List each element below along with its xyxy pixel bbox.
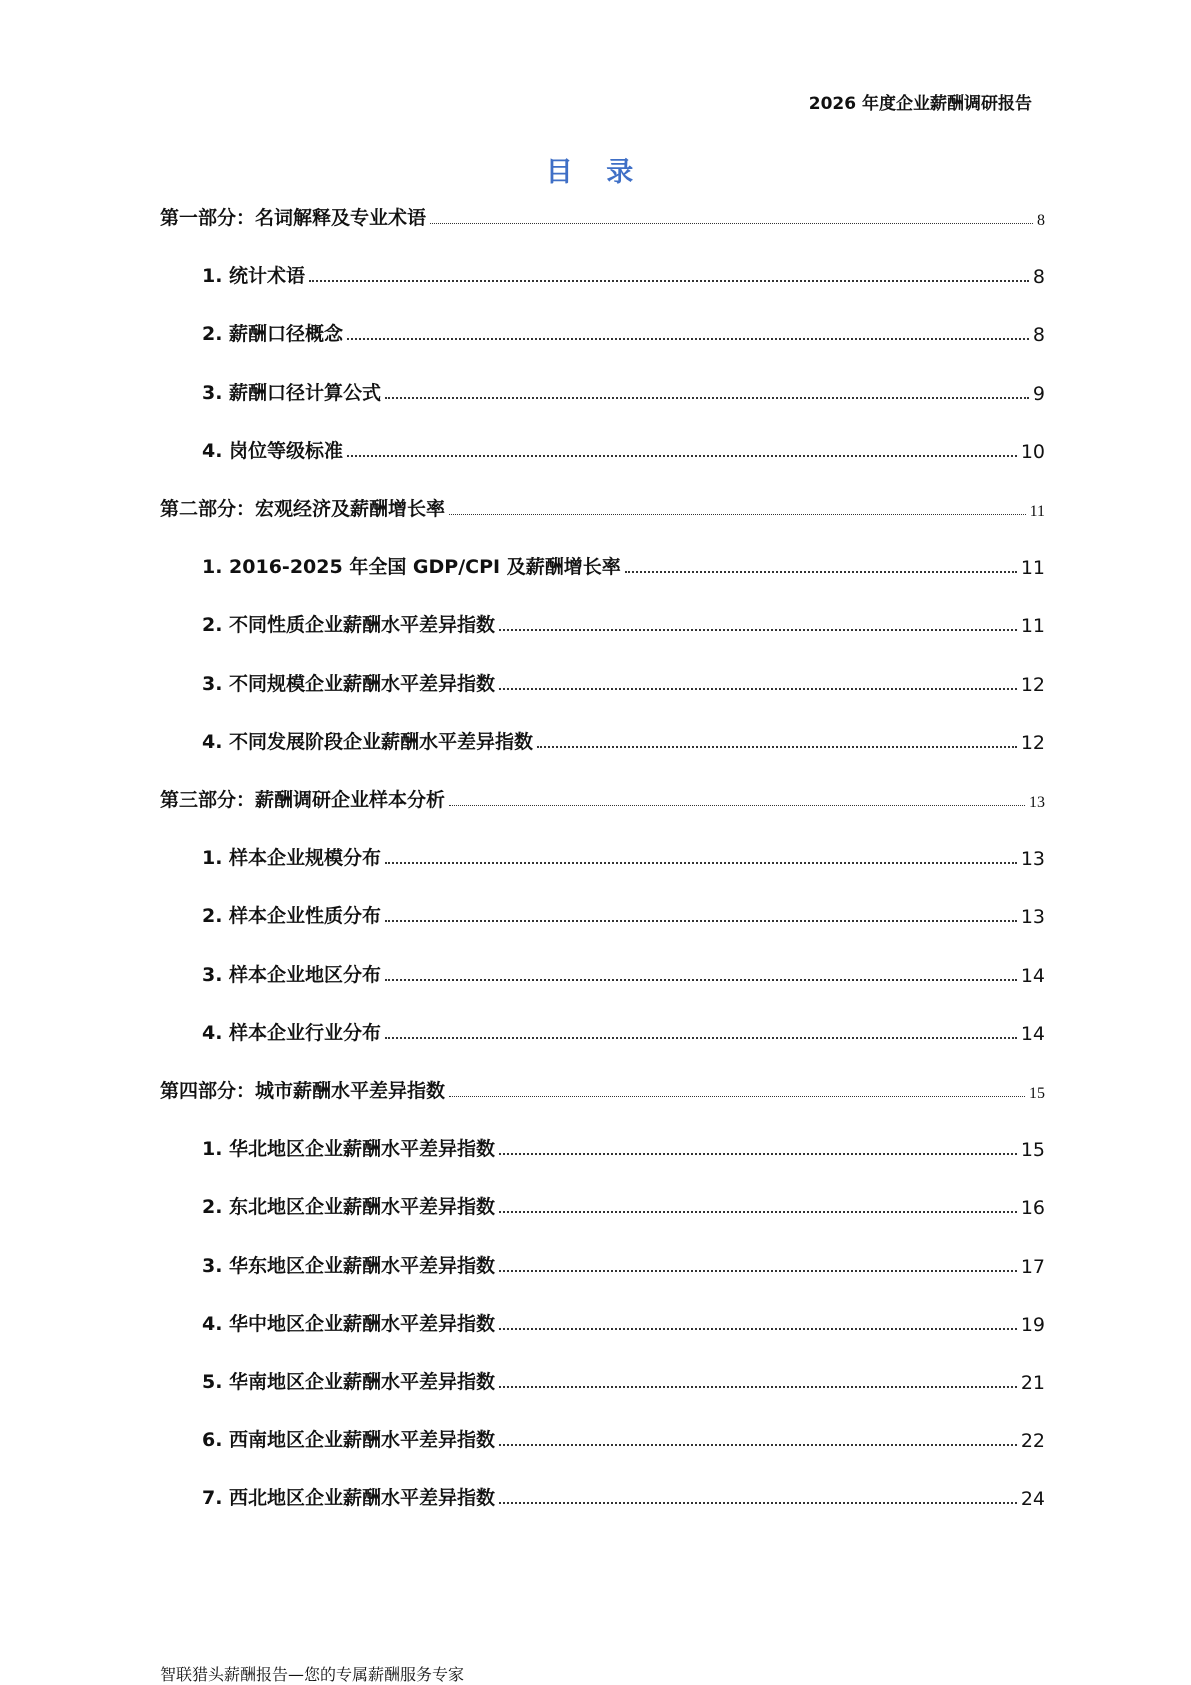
toc-page-number: 19 (1020, 1313, 1045, 1336)
toc-part-entry[interactable] (160, 200, 1045, 230)
toc-page-number: 13 (1020, 848, 1045, 871)
toc-entry-label: 4. 样本企业行业分布 (202, 1021, 382, 1044)
toc-entry-label: 2. 薪酬口径概念 (202, 323, 344, 346)
toc-dot-leader (499, 1502, 1017, 1504)
toc-page-number: 14 (1020, 1022, 1045, 1045)
toc-dot-leader (499, 629, 1017, 631)
toc-sub-entry[interactable] (202, 316, 1045, 346)
toc-page-number: 16 (1020, 1197, 1045, 1220)
toc-sub-entry[interactable] (202, 1015, 1045, 1045)
toc-entry-label: 5. 华南地区企业薪酬水平差异指数 (202, 1371, 496, 1393)
toc-entry-label: 2. 不同性质企业薪酬水平差异指数 (202, 614, 496, 637)
toc-page-number: 14 (1020, 964, 1045, 987)
toc-entry-label: 4. 岗位等级标准 (202, 439, 344, 462)
toc-page-number: 8 (1032, 324, 1045, 347)
toc-sub-entry[interactable] (202, 666, 1045, 696)
toc-title: 目 录 (545, 157, 646, 188)
toc-sub-entry[interactable] (202, 1422, 1045, 1452)
toc-entry-label: 1. 样本企业规模分布 (202, 847, 382, 870)
toc-dot-leader (625, 571, 1017, 573)
toc-dot-leader (385, 397, 1029, 399)
toc-part-entry[interactable] (160, 1073, 1045, 1103)
toc-dot-leader (385, 862, 1017, 864)
toc-page-number: 24 (1020, 1488, 1045, 1511)
toc-dot-leader (385, 979, 1017, 981)
toc-dot-leader (499, 1386, 1017, 1388)
toc-page-number: 13 (1020, 906, 1045, 929)
toc-entry-label: 第一部分：名词解释及专业术语 (160, 207, 427, 229)
toc-page-number: 12 (1020, 673, 1045, 696)
toc-sub-entry[interactable] (202, 1306, 1045, 1336)
toc-sub-entry[interactable] (202, 607, 1045, 637)
toc-page-number: 21 (1020, 1372, 1045, 1394)
toc-entry-label: 2. 样本企业性质分布 (202, 905, 382, 928)
toc-entry-label: 第二部分：宏观经济及薪酬增长率 (160, 498, 446, 520)
toc-dot-leader (499, 1328, 1017, 1330)
footer-text: 智联猎头薪酬报告—您的专属薪酬服务专家 (160, 1665, 465, 1684)
toc-sub-entry[interactable] (202, 1189, 1045, 1219)
toc-dot-leader (499, 688, 1017, 690)
toc-entry-label: 1. 统计术语 (202, 265, 306, 288)
toc-dot-leader (449, 1096, 1025, 1097)
toc-entry-label: 1. 华北地区企业薪酬水平差异指数 (202, 1138, 496, 1161)
toc-dot-leader (309, 280, 1029, 282)
toc-dot-leader (449, 514, 1026, 515)
toc-page-number: 12 (1020, 731, 1045, 754)
toc-entry-label: 第四部分：城市薪酬水平差异指数 (160, 1080, 446, 1102)
toc-page-number: 10 (1020, 440, 1045, 463)
toc-sub-entry[interactable] (202, 724, 1045, 754)
toc-page-number: 15 (1020, 1139, 1045, 1162)
toc-dot-leader (430, 223, 1033, 224)
toc-entry-label: 2. 东北地区企业薪酬水平差异指数 (202, 1196, 496, 1219)
toc-part-entry[interactable] (160, 782, 1045, 812)
toc-dot-leader (499, 1153, 1017, 1155)
toc-entry-label: 4. 不同发展阶段企业薪酬水平差异指数 (202, 730, 534, 753)
toc-page-number: 11 (1020, 615, 1045, 638)
toc-entry-label: 6. 西南地区企业薪酬水平差异指数 (202, 1429, 496, 1452)
toc-sub-entry[interactable] (202, 1131, 1045, 1161)
toc-sub-entry[interactable] (202, 840, 1045, 870)
toc-dot-leader (385, 1037, 1017, 1039)
toc-dot-leader (499, 1444, 1017, 1446)
toc-dot-leader (499, 1270, 1017, 1272)
toc-sub-entry[interactable] (202, 433, 1045, 463)
toc-sub-entry[interactable] (202, 258, 1045, 288)
toc-dot-leader (537, 746, 1017, 748)
toc-entry-label: 7. 西北地区企业薪酬水平差异指数 (202, 1487, 496, 1510)
toc-entry-label: 1. 2016-2025 年全国 GDP/CPI 及薪酬增长率 (202, 556, 621, 579)
toc-entry-label: 3. 样本企业地区分布 (202, 963, 382, 986)
toc-sub-entry[interactable] (202, 1248, 1045, 1278)
toc-part-entry[interactable] (160, 491, 1045, 521)
toc-page-number: 22 (1020, 1430, 1045, 1453)
toc-entry-label: 3. 薪酬口径计算公式 (202, 381, 382, 404)
toc-page-number: 15 (1029, 1085, 1045, 1102)
toc-sub-entry[interactable] (202, 1364, 1045, 1394)
toc-dot-leader (385, 920, 1017, 922)
report-header-title: 2026 年度企业薪酬调研报告 (808, 94, 1032, 114)
toc-entry-label: 3. 不同规模企业薪酬水平差异指数 (202, 672, 496, 695)
toc-sub-entry[interactable] (202, 1480, 1045, 1510)
toc-page-number: 17 (1020, 1255, 1045, 1278)
toc-page-number: 8 (1037, 212, 1045, 229)
toc-entry-label: 4. 华中地区企业薪酬水平差异指数 (202, 1312, 496, 1335)
toc-page-number: 11 (1020, 557, 1045, 580)
toc-entry-label: 第三部分：薪酬调研企业样本分析 (160, 789, 446, 811)
toc-sub-entry[interactable] (202, 549, 1045, 579)
toc-dot-leader (499, 1211, 1017, 1213)
toc-page-number: 13 (1029, 794, 1045, 811)
toc-entry-label: 3. 华东地区企业薪酬水平差异指数 (202, 1254, 496, 1277)
toc-page-number: 11 (1029, 503, 1045, 520)
toc-page-number: 8 (1032, 266, 1045, 289)
toc-dot-leader (449, 805, 1025, 806)
toc-dot-leader (347, 338, 1029, 340)
toc-sub-entry[interactable] (202, 898, 1045, 928)
toc-dot-leader (347, 455, 1017, 457)
toc-sub-entry[interactable] (202, 957, 1045, 987)
toc-page-number: 9 (1032, 382, 1045, 405)
toc-sub-entry[interactable] (202, 375, 1045, 405)
